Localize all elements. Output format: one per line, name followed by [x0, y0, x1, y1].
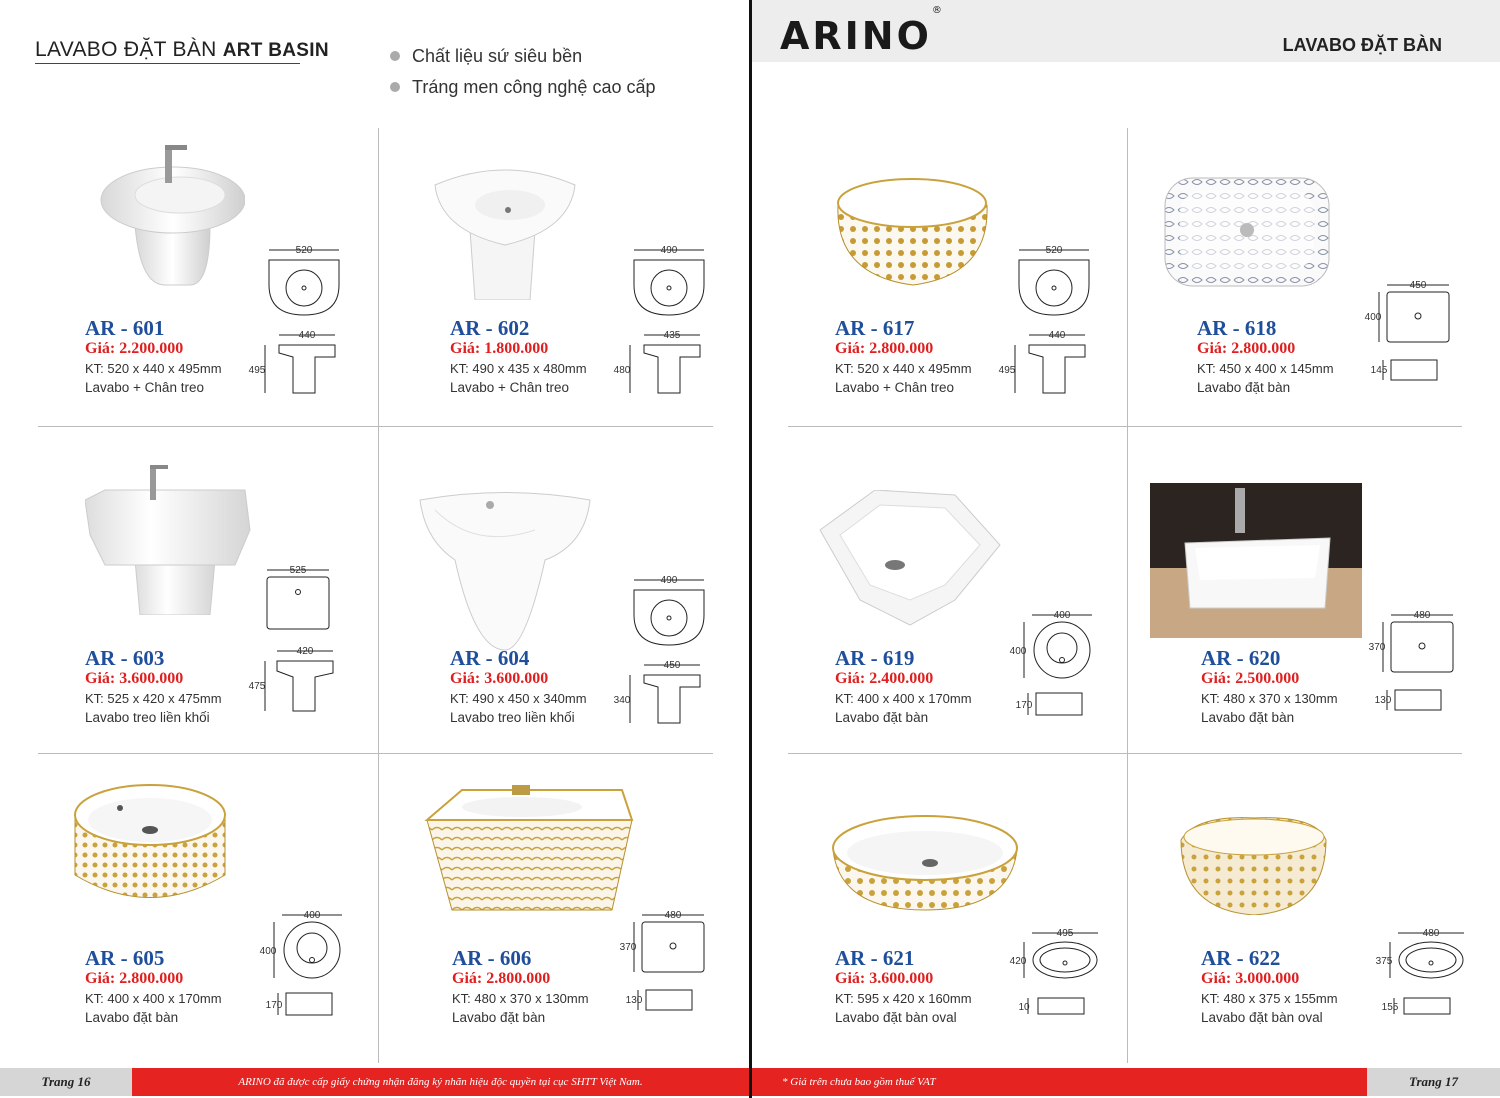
- dimension-drawing: [259, 910, 350, 1011]
- product-description: Lavabo đặt bàn: [85, 1010, 179, 1025]
- product-code: AR - 606: [452, 946, 532, 970]
- product-description: Lavabo đặt bàn: [835, 710, 929, 725]
- dimension-label: 400: [259, 946, 277, 957]
- product-price: Giá: 3.600.000: [450, 670, 549, 687]
- dimension-label: 170: [1015, 700, 1033, 711]
- product-dimensions: KT: 480 x 375 x 155mm: [1201, 991, 1338, 1006]
- right-footer: [752, 1068, 1500, 1096]
- product-description: Lavabo đặt bàn: [452, 1010, 546, 1025]
- product-code: AR - 617: [835, 316, 915, 340]
- page-title: LAVABO ĐẶT BÀN: [1282, 35, 1442, 55]
- product-code: AR - 621: [835, 946, 915, 970]
- dimension-label: 400: [1009, 646, 1027, 657]
- product-code: AR - 604: [450, 646, 530, 670]
- product-code: AR - 620: [1201, 646, 1281, 670]
- product-description: Lavabo + Chân treo: [835, 380, 954, 395]
- product-description: Lavabo đặt bàn: [1201, 710, 1295, 725]
- dimension-label: 480: [1413, 610, 1431, 621]
- product-price: Giá: 2.400.000: [835, 670, 934, 687]
- dimension-label: 170: [265, 1000, 283, 1011]
- product-price: Giá: 3.000.000: [1201, 970, 1300, 987]
- feature-item: Tráng men công nghệ cao cấp: [390, 74, 656, 105]
- dimension-label: 440: [298, 330, 316, 341]
- feature-list: [390, 43, 656, 105]
- dimension-drawing: [1368, 610, 1469, 725]
- dimension-drawing: [998, 245, 1103, 395]
- product-code: AR - 618: [1197, 316, 1277, 340]
- dimension-label: 130: [1374, 695, 1392, 706]
- dimension-label: 400: [1364, 312, 1382, 323]
- product-description: Lavabo đặt bàn oval: [835, 1010, 957, 1025]
- dimension-drawing: [1009, 610, 1100, 711]
- header-bar: [752, 0, 1500, 62]
- title-bold: ART BASIN: [222, 40, 329, 61]
- product-code: AR - 603: [85, 646, 165, 670]
- bullet-icon: [390, 82, 400, 92]
- page-number: Trang 16: [0, 1068, 132, 1096]
- product-dimensions: KT: 595 x 420 x 160mm: [835, 991, 972, 1006]
- product-card[interactable]: [452, 760, 782, 1070]
- product-image: [430, 160, 580, 300]
- dimension-label: 375: [1375, 956, 1393, 967]
- dimension-label: 440: [1048, 330, 1066, 341]
- dimension-label: 495: [248, 365, 266, 376]
- product-card[interactable]: [450, 460, 780, 770]
- dimension-label: 520: [1045, 245, 1063, 256]
- product-code: AR - 619: [835, 646, 915, 670]
- feature-item: Chất liệu sứ siêu bền: [390, 43, 656, 74]
- dimension-drawing: [1364, 280, 1465, 395]
- product-card[interactable]: [835, 460, 1165, 770]
- product-price: Giá: 2.800.000: [835, 340, 934, 357]
- product-price: Giá: 2.800.000: [452, 970, 551, 987]
- product-price: Giá: 3.600.000: [835, 970, 934, 987]
- left-footer: [0, 1068, 749, 1096]
- product-price: Giá: 1.800.000: [450, 340, 549, 357]
- product-dimensions: KT: 490 x 450 x 340mm: [450, 691, 587, 706]
- product-code: AR - 602: [450, 316, 530, 340]
- dimension-label: 340: [613, 695, 631, 706]
- product-description: Lavabo đặt bàn oval: [1201, 1010, 1323, 1025]
- footer-note: * Giá trên chưa bao gồm thuế VAT: [752, 1068, 1367, 1096]
- dimension-drawing: [1375, 928, 1476, 1028]
- product-code: AR - 605: [85, 946, 165, 970]
- dimension-label: 480: [1422, 928, 1440, 939]
- product-code: AR - 601: [85, 316, 165, 340]
- title-underline: [35, 63, 300, 64]
- product-card[interactable]: [85, 460, 415, 770]
- dimension-label: 370: [1368, 642, 1386, 653]
- product-image: [85, 465, 255, 615]
- title-main: LAVABO ĐẶT BÀN: [35, 38, 217, 61]
- product-description: Lavabo + Chân treo: [85, 380, 204, 395]
- product-card[interactable]: [85, 760, 415, 1070]
- product-card[interactable]: [835, 760, 1165, 1070]
- product-price: Giá: 2.200.000: [85, 340, 184, 357]
- dimension-label: 490: [660, 245, 678, 256]
- product-description: Lavabo + Chân treo: [450, 380, 569, 395]
- dimension-label: 450: [663, 660, 681, 671]
- page-number: Trang 17: [1367, 1068, 1500, 1096]
- product-dimensions: KT: 525 x 420 x 475mm: [85, 691, 222, 706]
- product-image: [422, 785, 637, 925]
- dimension-drawing: [613, 245, 718, 395]
- product-description: Lavabo treo liền khối: [85, 710, 210, 725]
- footer-notice: ARINO đã được cấp giấy chứng nhận đăng ký nhãn hiệu độc quyền tại cục SHTT Việt Nam.: [132, 1068, 749, 1096]
- dimension-drawing: [248, 565, 353, 715]
- dimension-label: 520: [295, 245, 313, 256]
- dimension-label: 480: [664, 910, 682, 921]
- dimension-drawing: [619, 910, 720, 1025]
- product-card[interactable]: [85, 130, 415, 440]
- product-image: [95, 140, 245, 290]
- product-image: [835, 175, 990, 290]
- product-price: Giá: 2.800.000: [1197, 340, 1296, 357]
- dimension-label: 400: [1053, 610, 1071, 621]
- dimension-label: 490: [660, 575, 678, 586]
- brand-logo: ARINO®: [780, 5, 942, 58]
- product-code: AR - 622: [1201, 946, 1281, 970]
- product-dimensions: KT: 480 x 370 x 130mm: [452, 991, 589, 1006]
- dimension-label: 475: [248, 681, 266, 692]
- product-image: [815, 490, 1005, 630]
- bullet-icon: [390, 51, 400, 61]
- dimension-label: 420: [296, 646, 314, 657]
- dimension-drawing: [613, 575, 718, 725]
- product-card[interactable]: [1201, 460, 1500, 770]
- dimension-label: 10: [1018, 1002, 1030, 1013]
- product-price: Giá: 2.800.000: [85, 970, 184, 987]
- product-price: Giá: 2.500.000: [1201, 670, 1300, 687]
- product-image: [1150, 483, 1362, 638]
- product-dimensions: KT: 520 x 440 x 495mm: [85, 361, 222, 376]
- dimension-label: 130: [625, 995, 643, 1006]
- dimension-label: 480: [613, 365, 631, 376]
- product-card[interactable]: [835, 130, 1165, 440]
- dimension-label: 495: [1056, 928, 1074, 939]
- product-image: [1162, 175, 1332, 290]
- product-dimensions: KT: 450 x 400 x 145mm: [1197, 361, 1334, 376]
- dimension-label: 435: [663, 330, 681, 341]
- product-description: Lavabo đặt bàn: [1197, 380, 1291, 395]
- product-dimensions: KT: 400 x 400 x 170mm: [835, 691, 972, 706]
- dimension-drawing: [248, 245, 353, 395]
- product-description: Lavabo treo liền khối: [450, 710, 575, 725]
- product-dimensions: KT: 400 x 400 x 170mm: [85, 991, 222, 1006]
- product-image: [1176, 815, 1331, 915]
- product-dimensions: KT: 480 x 370 x 130mm: [1201, 691, 1338, 706]
- product-card[interactable]: [1201, 760, 1500, 1070]
- product-dimensions: KT: 520 x 440 x 495mm: [835, 361, 972, 376]
- dimension-label: 495: [998, 365, 1016, 376]
- product-card[interactable]: [450, 130, 780, 440]
- dimension-label: 420: [1009, 956, 1027, 967]
- dimension-label: 450: [1409, 280, 1427, 291]
- product-image: [415, 490, 605, 655]
- dimension-label: 145: [1370, 365, 1388, 376]
- dimension-drawing: [1009, 928, 1110, 1028]
- dimension-label: 155: [1381, 1002, 1399, 1013]
- page-title: [35, 38, 329, 62]
- product-card[interactable]: [1197, 130, 1500, 440]
- dimension-label: 400: [303, 910, 321, 921]
- product-image: [830, 815, 1020, 915]
- product-image: [70, 780, 230, 910]
- dimension-label: 525: [289, 565, 307, 576]
- product-price: Giá: 3.600.000: [85, 670, 184, 687]
- dimension-label: 370: [619, 942, 637, 953]
- product-dimensions: KT: 490 x 435 x 480mm: [450, 361, 587, 376]
